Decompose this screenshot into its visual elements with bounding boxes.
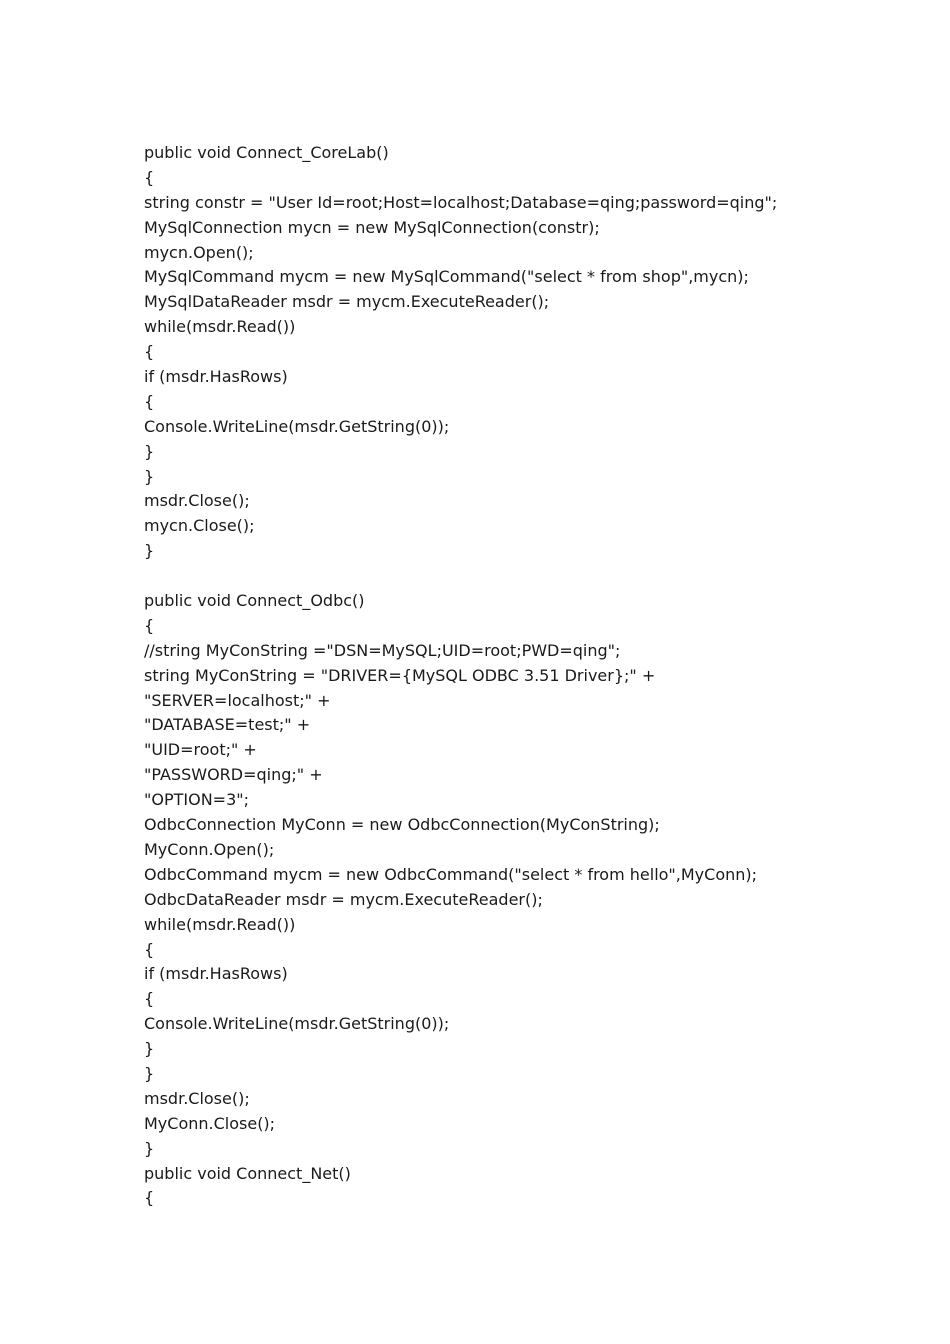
code-line: "DATABASE=test;" + [144, 715, 311, 735]
code-line: MySqlCommand mycm = new MySqlCommand("select * from shop",mycn); [144, 267, 749, 287]
code-line: string MyConString = "DRIVER={MySQL ODBC 3.51 Driver};" + [144, 665, 656, 685]
code-line: } [144, 441, 155, 461]
code-line: { [144, 391, 155, 411]
code-line: while(msdr.Read()) [144, 317, 296, 337]
code-line: { [144, 615, 155, 635]
code-line: mycn.Open(); [144, 242, 254, 262]
code-line: if (msdr.HasRows) [144, 964, 288, 984]
code-line: } [144, 1039, 155, 1059]
code-line: } [144, 541, 155, 561]
code-line: msdr.Close(); [144, 491, 250, 511]
code-line: } [144, 1138, 155, 1158]
code-line: "OPTION=3"; [144, 790, 249, 810]
code-line: while(msdr.Read()) [144, 914, 296, 934]
code-line: { [144, 989, 155, 1009]
code-line: mycn.Close(); [144, 516, 255, 536]
code-line: Console.WriteLine(msdr.GetString(0)); [144, 1014, 450, 1034]
code-line: { [144, 342, 155, 362]
code-line: { [144, 167, 155, 187]
code-listing [144, 141, 904, 1211]
code-line: MyConn.Close(); [144, 1113, 276, 1133]
code-line: MySqlConnection mycn = new MySqlConnection(constr); [144, 217, 600, 237]
code-line: string constr = "User Id=root;Host=localhost;Database=qing;password=qing"; [144, 192, 778, 212]
code-line: public void Connect_Net() [144, 1163, 351, 1183]
code-line: MySqlDataReader msdr = mycm.ExecuteReader(); [144, 292, 550, 312]
code-line: //string MyConString ="DSN=MySQL;UID=root;PWD=qing"; [144, 640, 621, 660]
code-line: "PASSWORD=qing;" + [144, 765, 323, 785]
code-line: public void Connect_Odbc() [144, 591, 365, 611]
code-line: { [144, 1188, 155, 1208]
code-line: if (msdr.HasRows) [144, 367, 288, 387]
blank-line [144, 564, 904, 589]
code-line: OdbcCommand mycm = new OdbcCommand("select * from hello",MyConn); [144, 864, 758, 884]
code-line: } [144, 1063, 155, 1083]
code-line: OdbcDataReader msdr = mycm.ExecuteReader(); [144, 889, 543, 909]
code-line: } [144, 466, 155, 486]
code-line: public void Connect_CoreLab() [144, 143, 389, 162]
code-line: OdbcConnection MyConn = new OdbcConnection(MyConString); [144, 815, 660, 835]
code-line: "SERVER=localhost;" + [144, 690, 331, 710]
code-line: Console.WriteLine(msdr.GetString(0)); [144, 416, 450, 436]
code-line: MyConn.Open(); [144, 839, 275, 859]
code-line: { [144, 939, 155, 959]
code-line: "UID=root;" + [144, 740, 257, 760]
code-line: msdr.Close(); [144, 1088, 250, 1108]
